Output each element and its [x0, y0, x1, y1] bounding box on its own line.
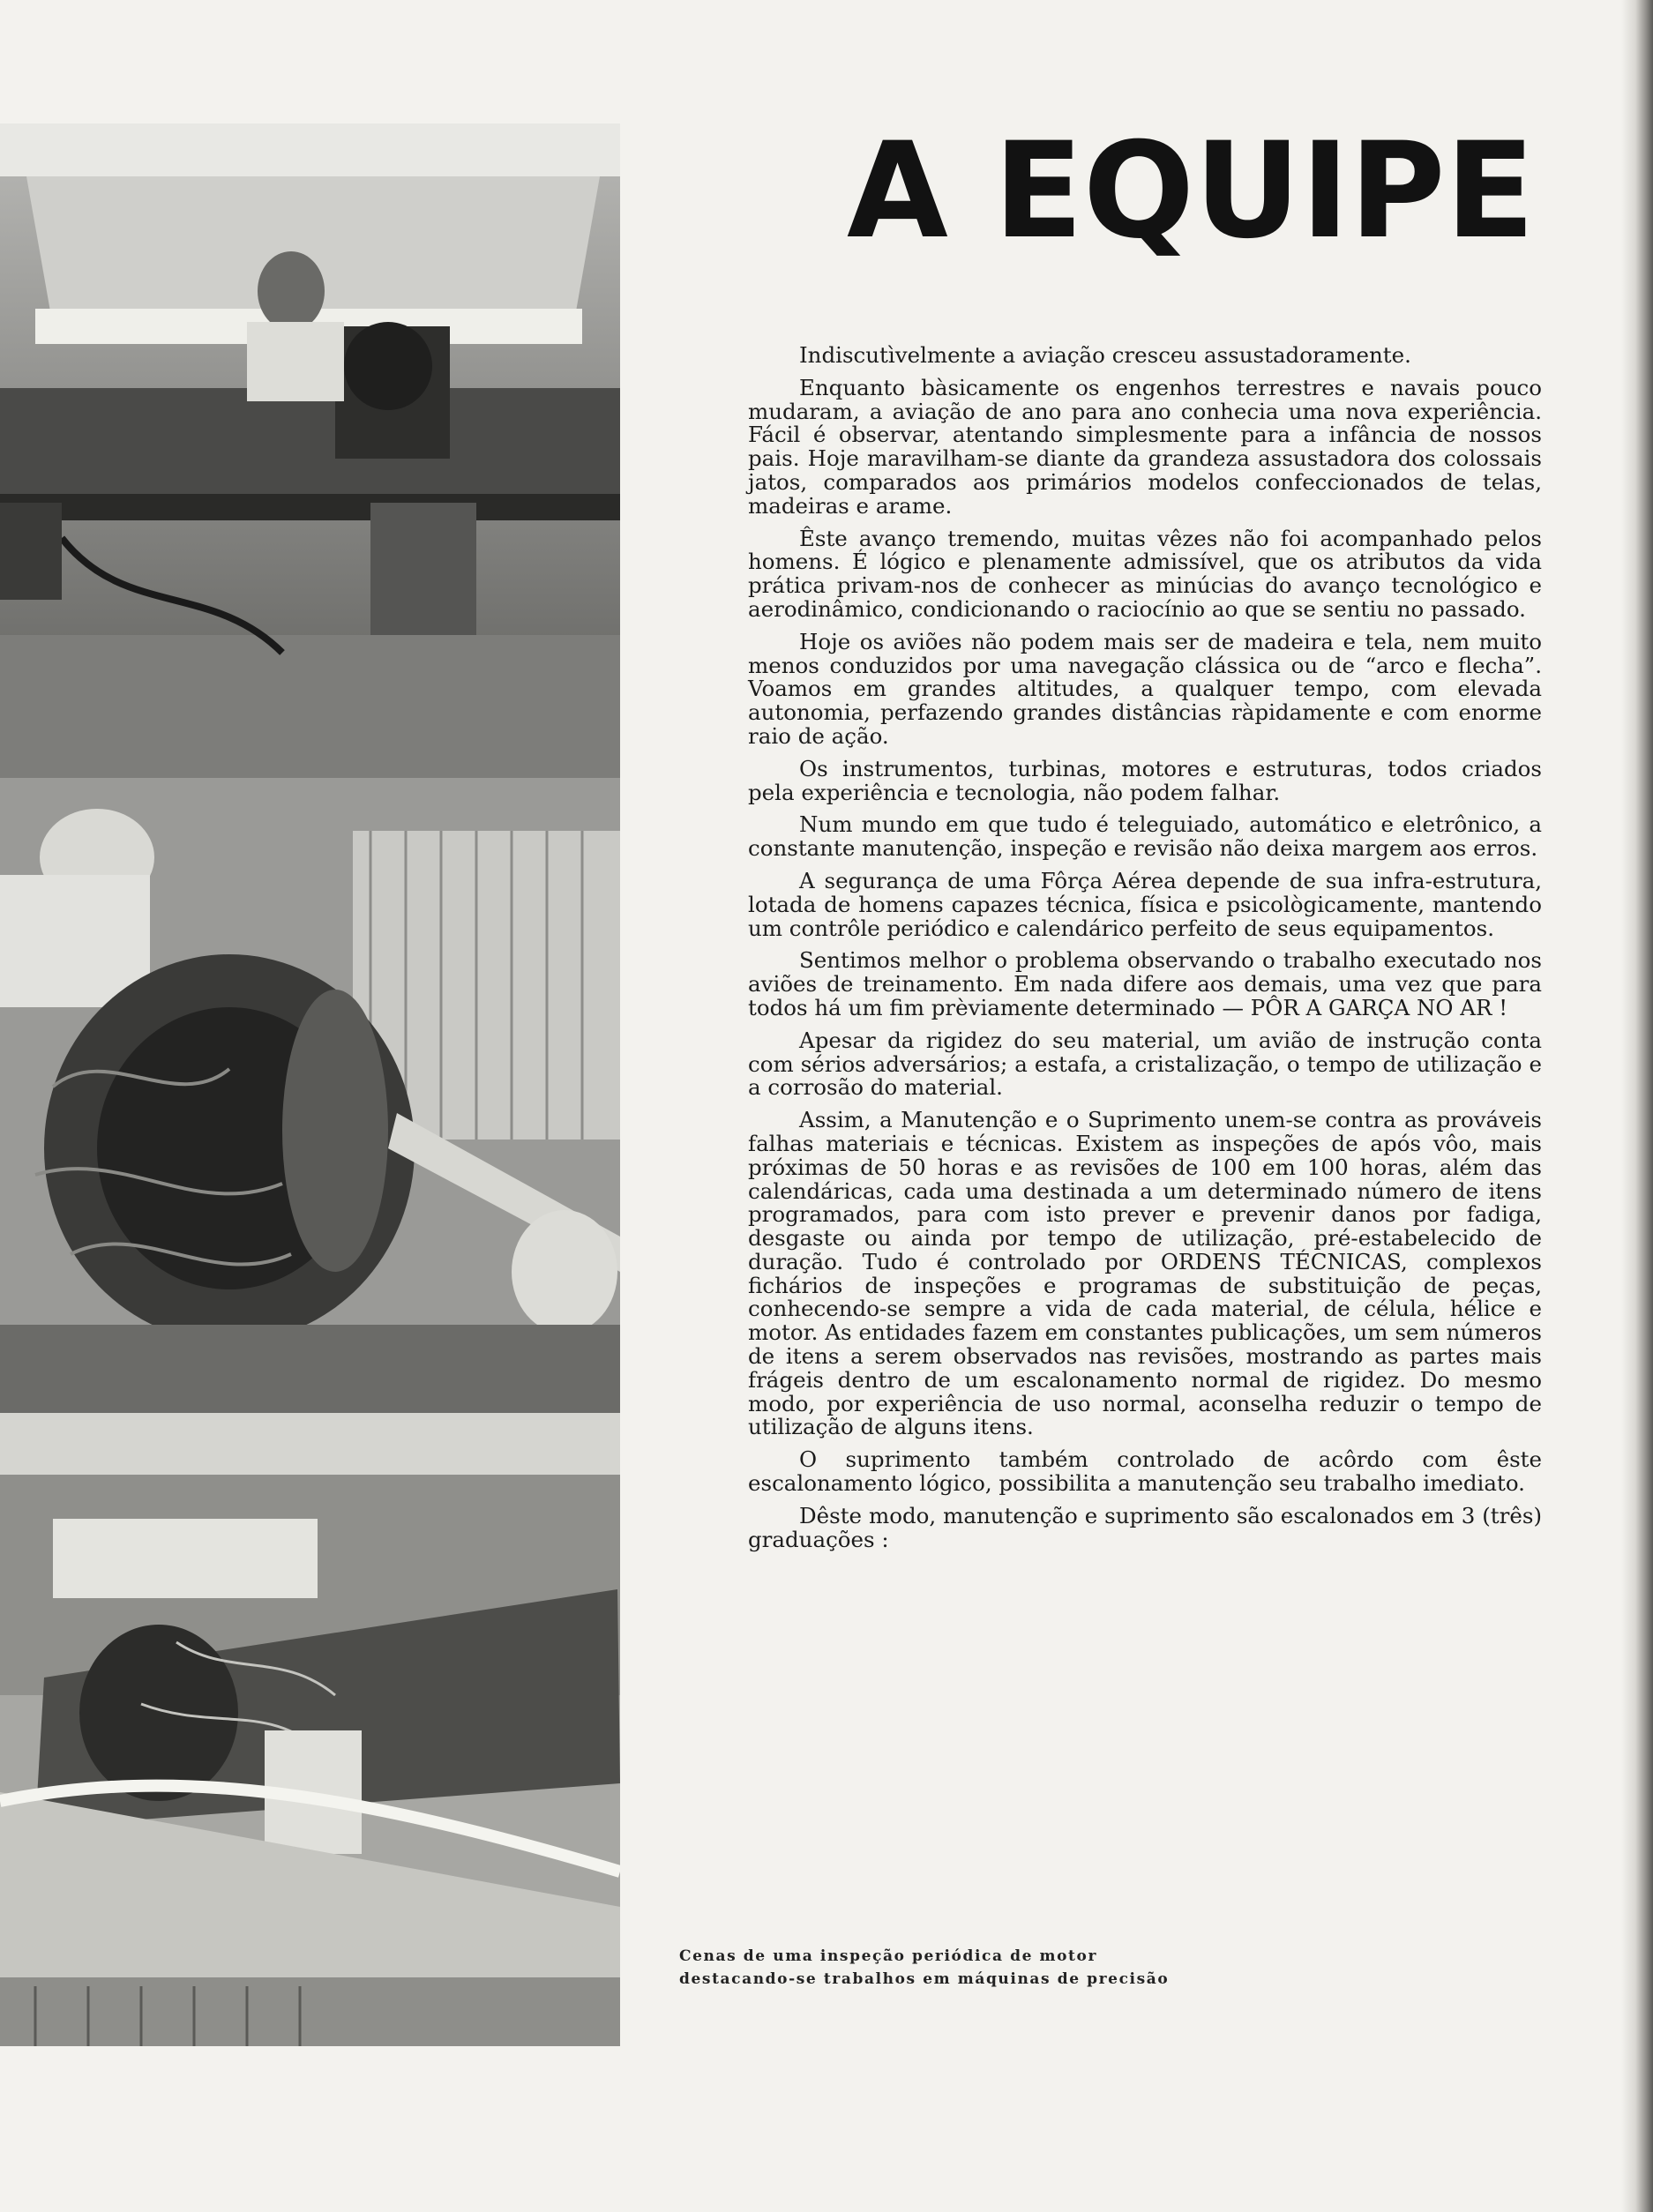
article-paragraph: Os instrumentos, turbinas, motores e estruturas, todos criados pela experiência e tecnologia, não podem falhar. — [748, 755, 1542, 805]
article-body — [748, 344, 1542, 1560]
article-paragraph: Indiscutìvelmente a aviação cresceu assustadoramente. — [799, 342, 1411, 368]
article-paragraph: O suprimento também controlado de acôrdo com êste escalonamento lógico, possibilita a manutenção seu trabalho imediato. — [748, 1446, 1542, 1497]
photo-aircraft-hangar — [0, 1413, 620, 2046]
article-paragraph: A segurança de uma Fôrça Aérea depende de sua infra-estrutura, lotada de homens capazes técnica, física e psicològicamente, mantendo um contrôle periódico e calendárico perfeito de seus equipamentos. — [748, 867, 1542, 941]
article-paragraph: Assim, a Manutenção e o Suprimento unem-se contra as prováveis falhas materiais e técnicas. Existem as inspeções de após vôo, mais próximas de 50 horas e as revisões de 100 em 100 horas, além das calendáricas, cada uma destinada a um determinado número de itens programados, para com isto prever e prevenir danos por fadiga, desgaste ou ainda por tempo de utilização, pré-estabelecido de duração. Tudo é controlado por ORDENS TÉCNICAS, complexos fichários de inspeções e programas de substituição de peças, conhecendo-se sempre a vida de cada material, de célula, hélice e motor. As entidades fazem em constantes publicações, um sem números de itens a serem observados nas revisões, mostrando as partes mais frágeis dentro de um escalonamento normal de rigidez. Do mesmo modo, por experiência de uso normal, aconselha reduzir o tempo de utilização de alguns itens. — [748, 1107, 1542, 1440]
photo-engine-inspection — [0, 778, 620, 1413]
article-paragraph: Num mundo em que tudo é teleguiado, automático e eletrônico, a constante manutenção, inspeção e revisão não deixa margem aos erros. — [748, 811, 1542, 862]
photo-lathe-machinist — [0, 123, 620, 778]
photo-caption-line: Cenas de uma inspeção periódica de motor — [679, 1947, 1098, 1965]
article-paragraph: Êste avanço tremendo, muitas vêzes não foi acompanhado pelos homens. É lógico e plenamente admissível, que os atributos da vida prática privam-nos de conhecer as minúcias do avanço tecnológico e aerodinâmico, condicionando o raciocínio ao que se sentiu no passado. — [748, 525, 1542, 622]
page-title — [847, 123, 1552, 256]
photo-column — [0, 123, 620, 2046]
page-edge-shadow — [1621, 0, 1653, 2212]
photo-caption — [679, 1945, 1244, 1991]
article-paragraph: Apesar da rigidez do seu material, um avião de instrução conta com sérios adversários; a estafa, a cristalização, o tempo de utilização e a corrosão do material. — [748, 1027, 1542, 1101]
page-title-text: A EQUIPE — [847, 123, 1535, 256]
article-paragraph: Enquanto bàsicamente os engenhos terrestres e navais pouco mudaram, a aviação de ano para ano conhecia uma nova experiência. Fácil é observar, atentando simplesmente para a infância de nossos pais. Hoje maravilham-se diante da grandeza assustadora dos colossais jatos, comparados aos primários modelos confeccionados de telas, madeiras e arame. — [748, 374, 1542, 519]
article-paragraph: Sentimos melhor o problema observando o trabalho executado nos aviões de treinamento. Em nada difere aos demais, uma vez que para todos há um fim prèviamente determinado — PÔR A GARÇA NO AR ! — [748, 947, 1542, 1020]
article-paragraph: Hoje os aviões não podem mais ser de madeira e tela, nem muito menos conduzidos por uma navegação clássica ou de “arco e flecha”. Voamos em grandes altitudes, a qualquer tempo, com elevada autonomia, perfazendo grandes distâncias ràpidamente e com enorme raio de ação. — [748, 628, 1542, 749]
photo-caption-line: destacando-se trabalhos em máquinas de precisão — [679, 1970, 1170, 1988]
article-paragraph: Dêste modo, manutenção e suprimento são escalonados em 3 (três) graduações : — [748, 1502, 1542, 1552]
